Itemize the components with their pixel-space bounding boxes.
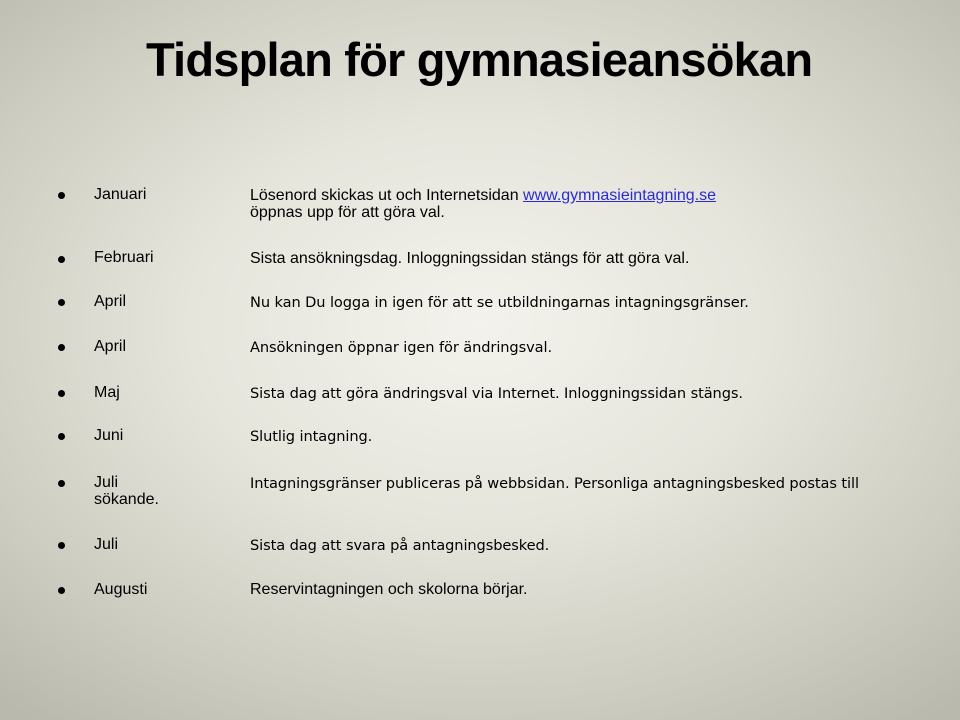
- month-label: Juli: [94, 474, 119, 491]
- description-text: Lösenord skickas ut och Internetsidan: [250, 187, 524, 204]
- bullet-icon: [58, 390, 65, 397]
- schedule-description: Intagningsgränser publiceras på webbsidan. Personliga antagningsbesked postas till: [250, 475, 859, 492]
- bullet-icon: [58, 344, 65, 351]
- month-label: Februari: [94, 249, 154, 266]
- schedule-description: Ansökningen öppnar igen för ändringsval.: [250, 339, 552, 356]
- bullet-icon: [58, 299, 65, 306]
- bullet-icon: [58, 587, 65, 594]
- month-label: April: [94, 338, 127, 355]
- bullet-icon: [58, 192, 65, 199]
- month-label: Juni: [94, 427, 124, 444]
- schedule-description: Reservintagningen och skolorna börjar.: [250, 581, 528, 598]
- month-label: Maj: [94, 384, 120, 401]
- month-label: Juli: [94, 536, 119, 553]
- schedule-description: Nu kan Du logga in igen för att se utbildningarnas intagningsgränser.: [250, 294, 749, 311]
- bullet-icon: [58, 256, 65, 263]
- month-label: April: [94, 293, 127, 310]
- schedule-description: Sista dag att göra ändringsval via Internet. Inloggningssidan stängs.: [250, 385, 743, 402]
- schedule-description: Slutlig intagning.: [250, 428, 373, 445]
- month-label: Januari: [94, 186, 147, 203]
- bullet-icon: [58, 433, 65, 440]
- page-title: Tidsplan för gymnasieansökan: [146, 33, 813, 86]
- schedule-description: Sista dag att svara på antagningsbesked.: [250, 537, 550, 554]
- schedule-description-continuation: sökande.: [94, 491, 159, 508]
- month-label: Augusti: [94, 581, 148, 598]
- gymnasieintagning-link[interactable]: www.gymnasieintagning.se: [523, 187, 717, 204]
- schedule-description: Sista ansökningsdag. Inloggningssidan stängs för att göra val.: [250, 250, 690, 267]
- bullet-icon: [58, 480, 65, 487]
- schedule-description-line2: öppnas upp för att göra val.: [250, 204, 445, 221]
- bullet-icon: [58, 542, 65, 549]
